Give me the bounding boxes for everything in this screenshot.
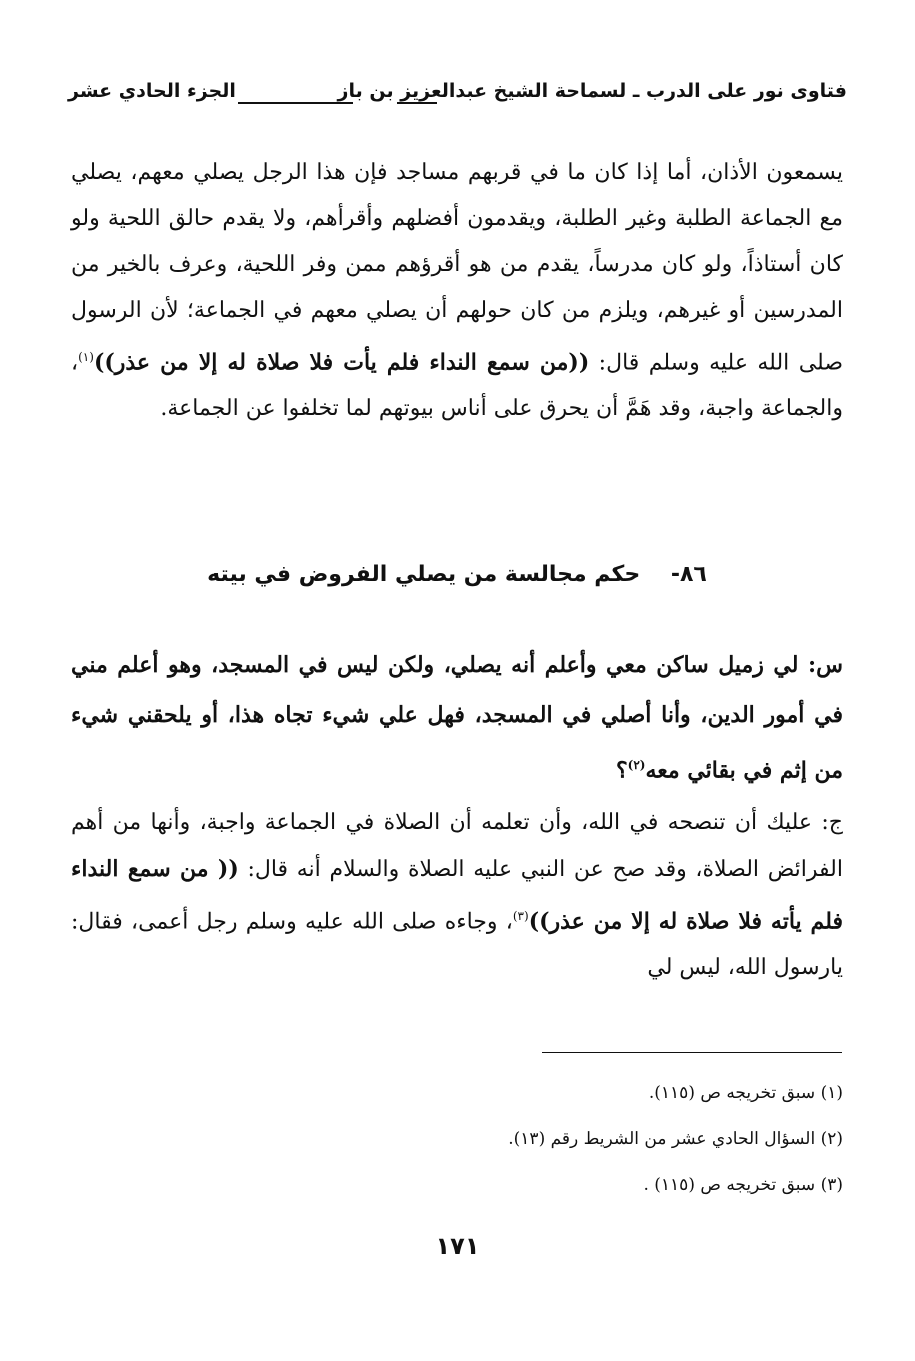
footnote-item: (٣) سبق تخريجه ص (١١٥) . bbox=[643, 1175, 843, 1195]
hadith-quote: (( من سمع النداء فلم يأته فلا صلاة له إلا من عذر)) bbox=[71, 856, 843, 935]
section-heading bbox=[71, 562, 843, 587]
section-number: ٨٦- bbox=[670, 562, 707, 587]
header-rule bbox=[397, 102, 437, 104]
header-rule bbox=[238, 102, 353, 104]
footnote-ref: (٣) bbox=[512, 909, 529, 923]
question-mark: ؟ bbox=[615, 757, 628, 784]
answer-text: عليك أن تنصحه في الله، وأن تعلمه أن الصلاة في الجماعة واجبة، وأنها من أهم الفرائض الصلاة، وقد صح عن النبي عليه الصلاة والسلام أنه قال: bbox=[71, 810, 844, 882]
footnote-item: (٢) السؤال الحادي عشر من الشريط رقم (١٣). bbox=[508, 1129, 843, 1149]
section-title: حكم مجالسة من يصلي الفروض في بيته bbox=[207, 562, 641, 587]
hadith-quote: ((من سمع النداء فلم يأت فلا صلاة له إلا من عذر)) bbox=[93, 349, 590, 376]
footnote-item: (١) سبق تخريجه ص (١١٥). bbox=[648, 1083, 843, 1103]
paragraph-text: ، والجماعة واجبة، وقد هَمَّ أن يحرق على أناس بيوتهم لما تخلفوا عن الجماعة. bbox=[71, 350, 843, 422]
running-header bbox=[68, 80, 847, 120]
question-label: س: bbox=[808, 652, 843, 678]
answer-label: ج: bbox=[821, 810, 843, 835]
question-block bbox=[71, 640, 843, 795]
footnotes bbox=[71, 1070, 843, 1208]
answer-text: ، وجاءه صلى الله عليه وسلم رجل أعمى، فقال: يارسول الله، ليس لي bbox=[71, 909, 843, 981]
question-text: لي زميل ساكن معي وأعلم أنه يصلي، ولكن ليس في المسجد، وهو أعلم مني في أمور الدين، وأنا أصلي في المسجد، فهل علي شيء تجاه هذا، أو يلحقني شيء من إثم في بقائي معه bbox=[71, 652, 843, 784]
footnote-ref: (٢) bbox=[627, 758, 646, 772]
paragraph-continued bbox=[71, 150, 843, 432]
part-label: الجزء الحادي عشر bbox=[68, 80, 236, 102]
paragraph-text: يسمعون الأذان، أما إذا كان ما في قربهم مساجد فإن هذا الرجل يصلي معهم، يصلي مع الجماعة الطلبة وغير الطلبة، ويقدمون أفضلهم وأقرأهم، ولا يقدم حالق اللحية ولو كان أستاذاً، ولو كان مدرساً، يقدم من هو أقرؤهم ممن وفر اللحية، وعرف بالخير من المدرسين أو غيرهم، ويلزم من كان حولهم أن يصلي معهم في الجماعة؛ لأن الرسول صلى الله عليه وسلم قال: bbox=[71, 160, 843, 376]
book-title: فتاوى نور على الدرب ـ لسماحة الشيخ عبدالعزيز بن باز bbox=[337, 80, 847, 102]
footnote-ref: (١) bbox=[78, 350, 94, 364]
answer-block bbox=[71, 800, 843, 991]
page-number: ١٧١ bbox=[435, 1232, 480, 1260]
footnote-separator bbox=[542, 1052, 842, 1053]
